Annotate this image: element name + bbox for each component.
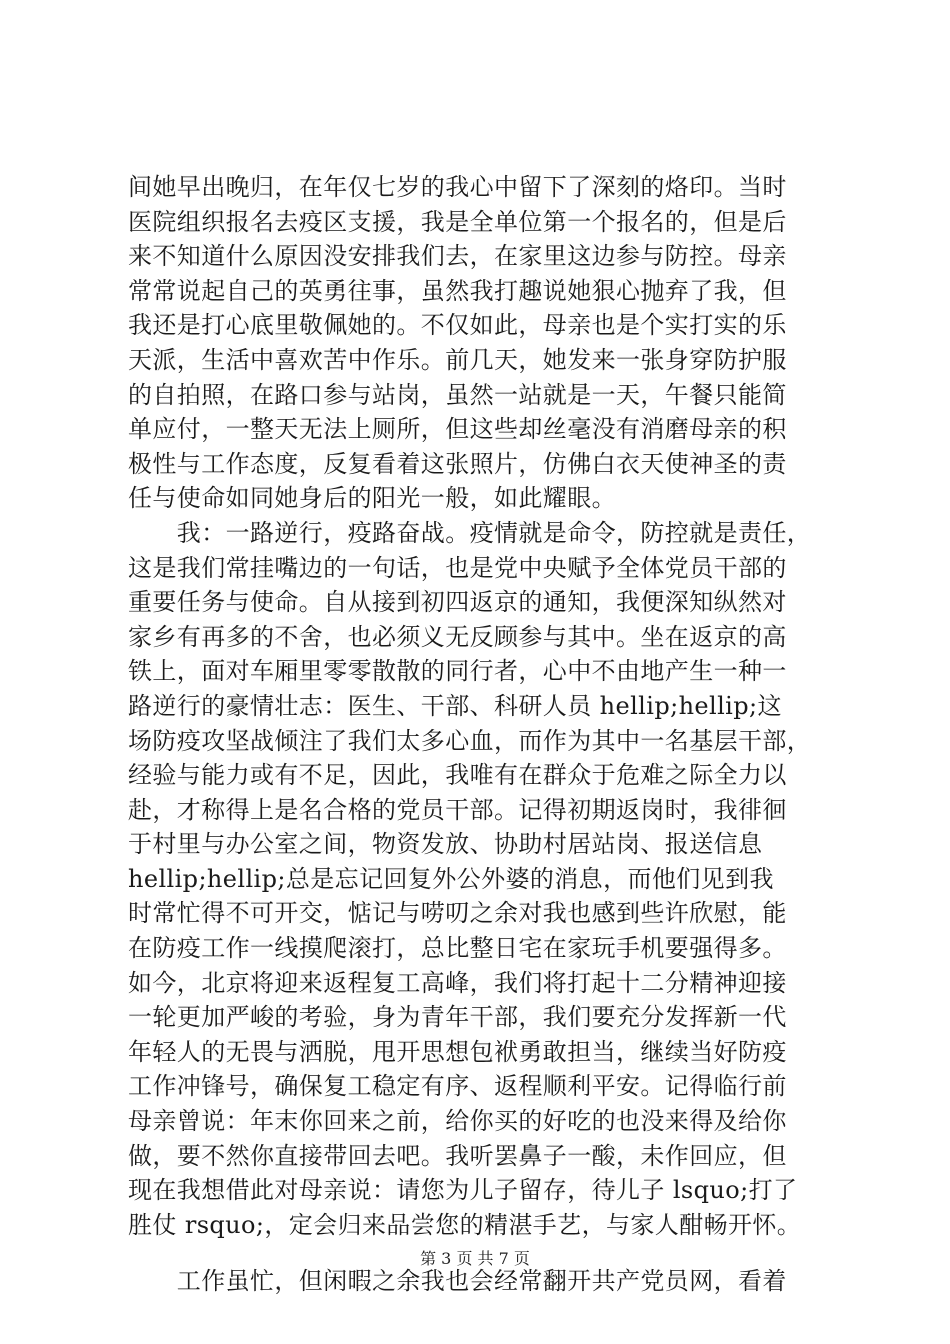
text-line: 这是我们常挂嘴边的一句话，也是党中央赋予全体党员干部的: [128, 553, 787, 582]
text-line: 一轮更加严峻的考验，身为青年干部，我们要充分发挥新一代: [128, 1003, 787, 1032]
text-line: 经验与能力或有不足，因此，我唯有在群众于危难之际全力以: [128, 761, 787, 790]
paragraph-2: [128, 516, 828, 1242]
text-line: 天派，生活中喜欢苦中作乐。前几天，她发来一张身穿防护服: [128, 345, 787, 374]
document-body: [128, 170, 828, 1299]
text-line: 现在我想借此对母亲说：请您为儿子留存，待儿子 lsquo;打了: [128, 1176, 798, 1205]
text-line: 重要任务与使命。自从接到初四返京的通知，我便深知纵然对: [128, 588, 787, 617]
text-line: 路逆行的豪情壮志：医生、干部、科研人员 hellip;hellip;这: [128, 691, 782, 720]
text-line: 场防疫攻坚战倾注了我们太多心血，而作为其中一名基层干部，: [128, 726, 812, 755]
text-line: 工作冲锋号，确保复工稳定有序、返程顺利平安。记得临行前: [128, 1072, 787, 1101]
paragraph-3: [128, 1264, 828, 1299]
text-line: 赴，才称得上是名合格的党员干部。记得初期返岗时，我徘徊: [128, 795, 787, 824]
text-line: 我：一路逆行，疫路奋战。疫情就是命令，防控就是责任，: [128, 518, 812, 547]
text-line: 任与使命如同她身后的阳光一般，如此耀眼。: [128, 484, 616, 513]
text-line: 胜仗 rsquo;，定会归来品尝您的精湛手艺，与家人酣畅开怀。: [128, 1210, 802, 1239]
text-line: 家乡有再多的不舍，也必须义无反顾参与其中。坐在返京的高: [128, 622, 787, 651]
text-line: 常常说起自己的英勇往事，虽然我打趣说她狠心抛弃了我，但: [128, 276, 787, 305]
text-line: 我还是打心底里敬佩她的。不仅如此，母亲也是个实打实的乐: [128, 311, 787, 340]
text-line: 做，要不然你直接带回去吧。我听罢鼻子一酸，未作回应，但: [128, 1141, 787, 1170]
text-line: 的自拍照，在路口参与站岗，虽然一站就是一天，午餐只能简: [128, 380, 787, 409]
text-line: 来不知道什么原因没安排我们去，在家里这边参与防控。母亲: [128, 242, 787, 271]
text-line: 于村里与办公室之间，物资发放、协助村居站岗、报送信息: [128, 830, 763, 859]
page-number-footer: 第 3 页 共 7 页: [420, 1249, 530, 1268]
text-line: 母亲曾说：年末你回来之前，给你买的好吃的也没来得及给你: [128, 1107, 787, 1136]
text-line: 铁上，面对车厢里零零散散的同行者，心中不由地产生一种一: [128, 657, 787, 686]
text-line: 在防疫工作一线摸爬滚打，总比整日宅在家玩手机要强得多。: [128, 934, 787, 963]
text-line: 时常忙得不可开交，惦记与唠叨之余对我也感到些许欣慰，能: [128, 899, 787, 928]
text-line: 间她早出晚归，在年仅七岁的我心中留下了深刻的烙印。当时: [128, 173, 787, 201]
text-line: 工作虽忙，但闲暇之余我也会经常翻开共产党员网，看着: [128, 1267, 787, 1296]
text-line: 年轻人的无畏与洒脱，甩开思想包袱勇敢担当，继续当好防疫: [128, 1037, 787, 1066]
text-line: 如今，北京将迎来返程复工高峰，我们将打起十二分精神迎接: [128, 968, 787, 997]
text-line: hellip;hellip;总是忘记回复外公外婆的消息，而他们见到我: [128, 864, 774, 893]
paragraph-1: [128, 170, 828, 516]
text-line: 医院组织报名去疫区支援，我是全单位第一个报名的，但是后: [128, 207, 787, 236]
text-line: 单应付，一整天无法上厕所，但这些却丝毫没有消磨母亲的积: [128, 415, 787, 444]
text-line: 极性与工作态度，反复看着这张照片，仿佛白衣天使神圣的责: [128, 449, 787, 478]
